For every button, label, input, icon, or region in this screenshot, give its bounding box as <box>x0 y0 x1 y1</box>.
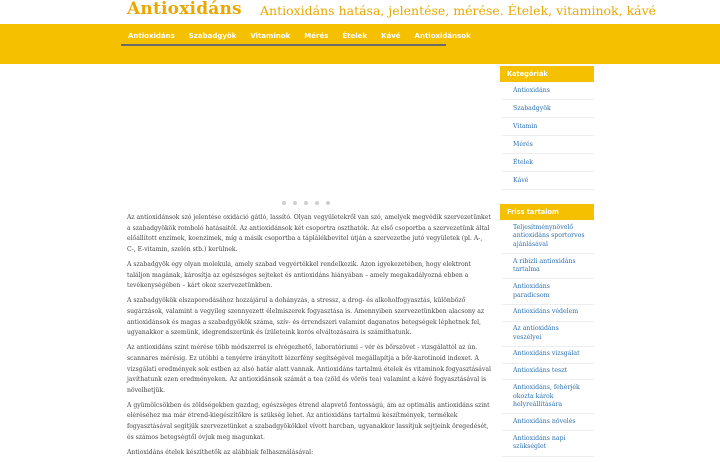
nav-item-meres[interactable]: Mérés <box>304 32 329 40</box>
recent-post-item <box>502 414 594 431</box>
category-item <box>502 100 594 118</box>
nav-item-antioxidans[interactable]: Antioxidáns <box>128 32 175 40</box>
recent-posts-title: Friss tartalom <box>500 204 594 220</box>
recent-post-link[interactable]: Az antioxidáns veszélyei <box>513 325 559 341</box>
category-link-etelek[interactable]: Ételek <box>513 159 534 166</box>
recent-post-link[interactable]: Antioxidáns védelem <box>513 308 579 316</box>
slider-dot-1[interactable] <box>282 201 286 205</box>
category-link-kave[interactable]: Kávé <box>513 177 529 184</box>
recent-post-link[interactable]: Antioxidáns, fehérjék okozta károk helyreállítására <box>513 384 580 409</box>
categories-title: Kategóriák <box>500 66 594 82</box>
category-link-antioxidans[interactable]: Antioxidáns <box>513 87 550 94</box>
categories-list <box>500 82 594 190</box>
nav-item-kave[interactable]: Kávé <box>381 32 401 40</box>
category-item <box>502 118 594 136</box>
recent-post-link[interactable]: Antioxidáns napi szükséglet <box>513 434 566 451</box>
category-link-vitamin[interactable]: Vitamin <box>513 123 538 130</box>
recent-post-item <box>502 431 594 456</box>
recent-posts-list <box>500 220 594 457</box>
categories-widget <box>500 66 594 190</box>
recent-post-link[interactable]: Teljesítménynövelő antioxidáns sportorvos ajánlásával <box>513 223 585 248</box>
category-item <box>502 82 594 100</box>
nav-item-vitaminok[interactable]: Vitaminok <box>250 32 291 40</box>
site-title[interactable]: Antioxidáns <box>127 0 242 19</box>
nav-item-etelek[interactable]: Ételek <box>342 32 368 40</box>
category-item <box>502 136 594 154</box>
image-slider[interactable] <box>120 66 492 212</box>
category-item <box>502 154 594 172</box>
slider-dot-5[interactable] <box>326 201 330 205</box>
article-paragraph-3: A szabadgyökök elszaporodásához hozzájárul a dohányzás, a stressz, a drog- és alkoholfogyasztás, különböző sugárzások, valamint a vegyileg szennyezett élelmiszerek fogyasztása is. Amennyiben szervezetünkben alacsony az antioxidánsok és magas a szabadgyökök száma, szív- és érrendszeri valamint daganatos betegségek léphetnek fel, ugyanakkor a szemünk, idegrendszerünk és ízületeink korós elváltozásaira is számíthatunk. <box>127 297 485 337</box>
article-paragraph-1: Az antioxidánsok szó jelentése oxidáció gátló, lassító. Olyan vegyületekről van szó, amelyek megvédik szervezetünket a szabadgyökök romboló hatásaitól. Az antioxidánsok két csoportra oszthatók. Az első csoportba a szervezetünk által előállított enzimek, koenzimek, míg a másik csoportba a táplálékbevitel útján a szervezetbe jutó vegyületek (pl. A-, C-, E-vitamin, szelén stb.) kerülnek. <box>127 214 491 253</box>
recent-post-item <box>502 279 594 304</box>
recent-post-item <box>502 364 594 381</box>
recent-post-item <box>502 380 594 414</box>
main-navigation-bar <box>0 24 720 64</box>
recent-post-link[interactable]: Antioxidáns növelés <box>513 418 576 425</box>
slider-dot-2[interactable] <box>293 201 297 205</box>
recent-posts-widget <box>500 204 594 457</box>
category-link-szabadgyok[interactable]: Szabadgyök <box>513 105 551 112</box>
recent-post-link[interactable]: Antioxidáns teszt <box>513 367 567 375</box>
nav-menu <box>121 26 478 46</box>
article-paragraph-2: A szabadgyök egy olyan molekula, amely szabad vegyértékkel rendelkezik. Azon igyekezetében, hogy elektront találjon magának, károsítja az egészséges sejteket és antioxidáns hiányában – amely megakadályozná ebben a tevékenységében – kárt okoz szervezetünkben. <box>127 260 472 290</box>
article-paragraph-5: A gyümölcsökben és zöldségekben gazdag, egészséges étrend alapvető fontosságú, ám az optimális antioxidáns szint eléréséhez ma már étrend-kiegészítőkre is szükség lehet. Az antioxidáns tartalmú készítmények, termékek fogyasztásával segítjük szervezetünket a szabadgyökökkel vívott harcban, ugyanakkor lassítjuk sejtjeink öregedését, és számos betegségtől óvjuk meg magunkat. <box>127 401 490 441</box>
recent-post-item <box>502 220 594 254</box>
site-header <box>0 0 720 24</box>
site-tagline: Antioxidáns hatása, jelentése, mérése. Ételek, vitaminok, kávé <box>260 3 657 18</box>
category-item <box>502 172 594 190</box>
nav-item-antioxidansok[interactable]: Antioxidánsok <box>414 32 471 40</box>
recent-post-item <box>502 305 594 322</box>
article-paragraph-4: Az antioxidáns szint mérése több módszerrel is elvégezhető, laboratóriumi – vér és bőrszövet - vizsgálattól az ún. scannares mérésig. Ez utóbbi a tenyérre irányított lézerfény segítségével megállapítja a bőr-karotinoid indexet. A vizsgálati eredmények sok estben az alsó határ alatt vannak. Antioxidáns tartalmú ételek és vitaminok fogyasztásával javíthatunk ezen eredményeken. Az antioxidánsok számát a tea (zöld és vörös tea) valamint a kávé fogyasztásával is növelhetjük. <box>127 344 491 394</box>
category-link-meres[interactable]: Mérés <box>513 141 533 148</box>
recent-post-link[interactable]: Antioxidáns vizsgálat <box>513 350 580 358</box>
slider-dot-4[interactable] <box>315 201 319 205</box>
slider-pagination <box>120 201 492 205</box>
recent-post-item <box>502 322 594 347</box>
article-content <box>127 213 492 463</box>
recent-post-link[interactable]: A ribizli antioxidáns tartalma <box>513 257 576 274</box>
sidebar <box>500 66 594 457</box>
slider-dot-3[interactable] <box>304 201 308 205</box>
recent-post-item <box>502 347 594 364</box>
recent-post-item <box>502 254 594 279</box>
nav-item-szabadgyok[interactable]: Szabadgyök <box>188 32 237 40</box>
article-paragraph-6: Antioxidáns ételek készíthetők az alábbiak felhasználásával: <box>127 448 314 456</box>
nav-underline <box>121 44 446 46</box>
recent-post-link[interactable]: Antioxidáns paradicsom <box>513 282 550 299</box>
